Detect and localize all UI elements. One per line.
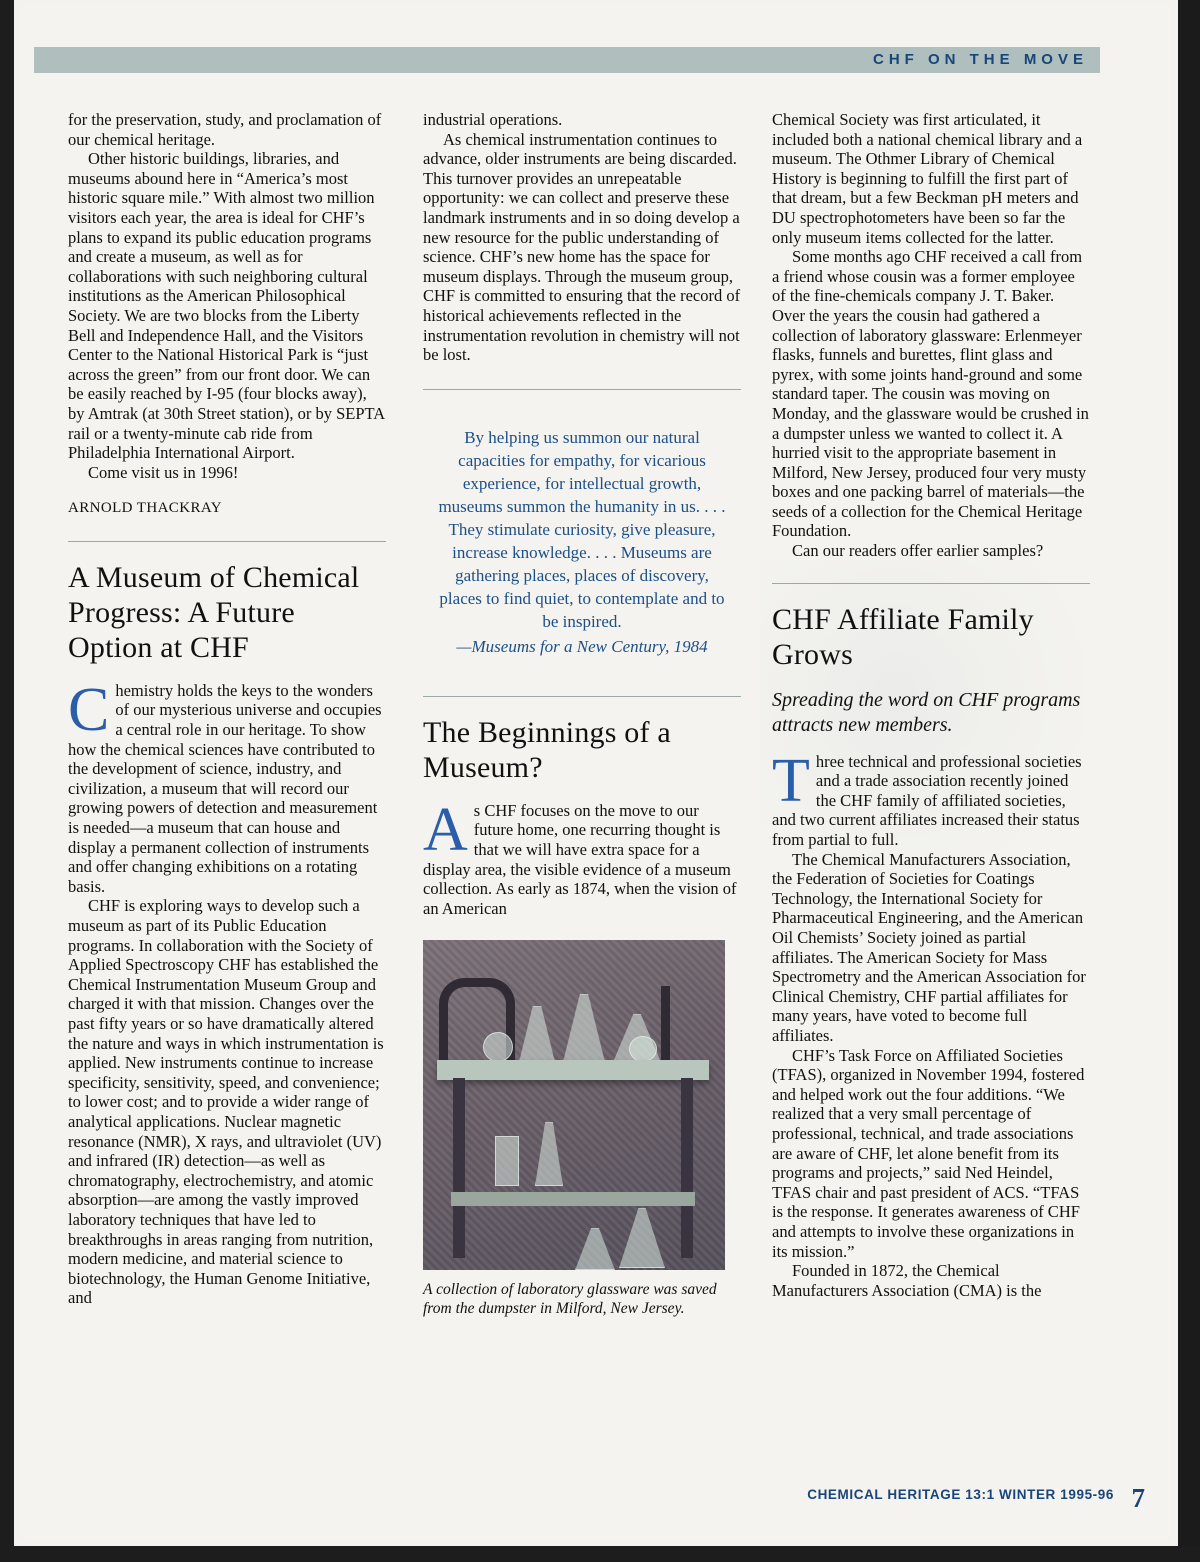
paragraph-with-dropcap (772, 746, 1090, 850)
pullquote-block (423, 389, 741, 697)
dropcap-letter: C (68, 675, 110, 744)
column-3 (772, 110, 1090, 1300)
paragraph: for the preservation, study, and proclamation of our chemical heritage. (68, 110, 382, 149)
column-2 (423, 110, 741, 1318)
paragraph-with-dropcap (68, 675, 386, 897)
article-title: A Museum of Chemical Progress: A Future Option at CHF (68, 560, 360, 664)
cart-leg-right (681, 1078, 693, 1258)
paragraph: As chemical instrumentation continues to advance, older instruments are being discarded. This turnover provides an unrepeatable opportunity: we can collect and preserve these landmark instruments and in so doing develop a new resource for the public understanding of science. CHF’s new home has the space for museum displays. Through the museum group, CHF is committed to ensuring that the record of historical achievements reflected in the instrumentation revolution in chemistry will not be lost. (423, 129, 741, 365)
dropcap-letter: A (423, 795, 468, 864)
paragraph: CHF’s Task Force on Affiliated Societies (TFAS), organized in November 1994, fostered and helped work out the four additions. “We realized that a very small percentage of professional, technical, and trade associations are aware of CHF, let alone benefit from its programs and projects,” said Ned Heindel, TFAS chair and past president of ACS. “TFAS is the response. It generates awareness of CHF and attempts to involve these organizations in its mission.” (772, 1045, 1085, 1261)
article-title: CHF Affiliate Family Grows (772, 602, 1034, 671)
paragraph: Can our readers offer earlier samples? (792, 541, 1044, 561)
footer-publication-line: CHEMICAL HERITAGE 13:1 WINTER 1995-96 (807, 1487, 1114, 1502)
pullquote-bottom-rule (423, 696, 741, 697)
paragraph-with-dropcap (423, 795, 741, 919)
cart-bottom-shelf (451, 1192, 695, 1206)
paragraph: The Chemical Manufacturers Association, the Federation of Societies for Coatings Technology, the International Society for Pharmaceutical Engineering, and the American Oil Chemists’ Society joined as partial affiliates. The American Society for Mass Spectrometry and the American Association for Clinical Chemistry, CHF partial affiliates for many years, have voted to become full affiliates. (772, 849, 1086, 1045)
paragraph: Other historic buildings, libraries, and museums abound here in “America’s most historic square mile.” With almost two million visitors each year, the area is ideal for CHF’s plans to expand its public education programs and create a museum, as well as for collaborations with such neighboring cultural institutions as the American Philosophical Society. We are two blocks from the Liberty Bell and Independence Hall, and the Visitors Center to the National Historical Park is “just across the green” from our front door. We can be easily reached by I-95 (four blocks away), by Amtrak (at 30th Street station), or by SEPTA rail or a twenty-minute cab ride from Philadelphia International Airport. (68, 149, 385, 463)
photo-caption: A collection of laboratory glassware was saved from the dumpster in Milford, New Jersey. (423, 1281, 717, 1318)
scan-border-bottom (0, 1546, 1200, 1562)
column-1 (68, 110, 386, 1308)
paragraph: Chemical Society was first articulated, it included both a national chemical library and a museum. The Othmer Library of Chemical History is beginning to fulfill the first part of that dream, but a few Beckman pH meters and DU spectrophotometers have been so far the only museum items collected for the latter. (772, 110, 1083, 247)
pullquote-text: By helping us summon our natural capacities for empathy, for vicarious experience, for intellectual growth, museums summon the humanity in us. . . . They stimulate curiosity, give pleasure, increase knowledge. . . . Museums are gathering places, places of discovery, places to find quiet, to contemplate and to be inspired. (438, 427, 726, 631)
beaker-icon (495, 1136, 519, 1186)
running-header-title: CHF ON THE MOVE (872, 51, 1088, 68)
paragraph: Founded in 1872, the Chemical Manufacturers Association (CMA) is the (772, 1261, 1042, 1300)
dropcap-letter: T (772, 746, 810, 815)
paragraph: CHF is exploring ways to develop such a museum as part of its Public Education programs. In collaboration with the Society of Applied Spectroscopy CHF has established the Chemical Instrumentation Museum Group and charged it with that mission. Changes over the past fifty years or so have dramatically altered the nature and ways in which instrumentation is applied. New instruments continue to increase specificity, sensitivity, speed, and convenience; to lower cost; and to provide a wider range of analytical applications. Nuclear magnetic resonance (NMR), X rays, and ultraviolet (UV) and infrared (IR) detection—as well as chromatography, electrochemistry, and atomic absorption—are among the vastly improved laboratory techniques that have led to breakthroughs in areas ranging from nutrition, modern medicine, and material science to biotechnology, the Human Genome Initiative, and (68, 896, 384, 1308)
scan-border-left (0, 0, 14, 1562)
cart-top-shelf (437, 1060, 709, 1080)
scan-border-right (1178, 0, 1200, 1562)
paragraph: Some months ago CHF received a call from a friend whose cousin was a former employee of the fine-chemicals company J. T. Baker. Over the years the cousin had gathered a collection of laboratory glassware: Erlenmeyer flasks, funnels and burettes, flint glass and pyrex, with some joints hand-ground and some standard taper. The cousin was moving on Monday, and the glassware would be crushed in a dumpster unless we wanted to collect it. A hurried visit to the appropriate basement in Milford, New Jersey, produced four very musty boxes and one packing barrel of materials—the seeds of a collection for the Chemical Heritage Foundation. (772, 247, 1089, 541)
running-header-band (34, 47, 1100, 73)
paragraph-text: s CHF focuses on the move to our future home, one recurring thought is that we will have extra space for a display area, the visible evidence of a museum collection. As early as 1874, when the vision of an American (423, 800, 737, 918)
pullquote (423, 408, 741, 674)
glassware-photo (423, 940, 725, 1270)
section-divider (772, 583, 1090, 584)
cart-leg-left (453, 1078, 465, 1258)
paragraph-text: hree technical and professional societies and a trade association recently joined the CHF family of affiliated societies, and two current affiliates increased their status from partial to full. (772, 751, 1082, 850)
section-divider (68, 541, 386, 542)
paragraph-text: hemistry holds the keys to the wonders of our mysterious universe and occupies a central role in our heritage. To show how the chemical sciences have contributed to the development of science, industry, and civilization, a museum that will record our growing powers of detection and measurement is needed—a museum that can house and display a permanent collection of instruments and offer changing exhibitions on a rotating basis. (68, 680, 382, 896)
article-byline: ARNOLD THACKRAY (68, 500, 222, 517)
pullquote-source: —Museums for a New Century, 1984 (456, 636, 708, 656)
article-title: The Beginnings of a Museum? (423, 715, 671, 784)
paragraph: Come visit us in 1996! (88, 462, 239, 482)
paragraph: industrial operations. (423, 110, 563, 129)
page-number: 7 (1131, 1483, 1145, 1513)
pullquote-top-rule (423, 389, 741, 390)
article-subtitle: Spreading the word on CHF programs attracts new members. (772, 688, 1081, 736)
